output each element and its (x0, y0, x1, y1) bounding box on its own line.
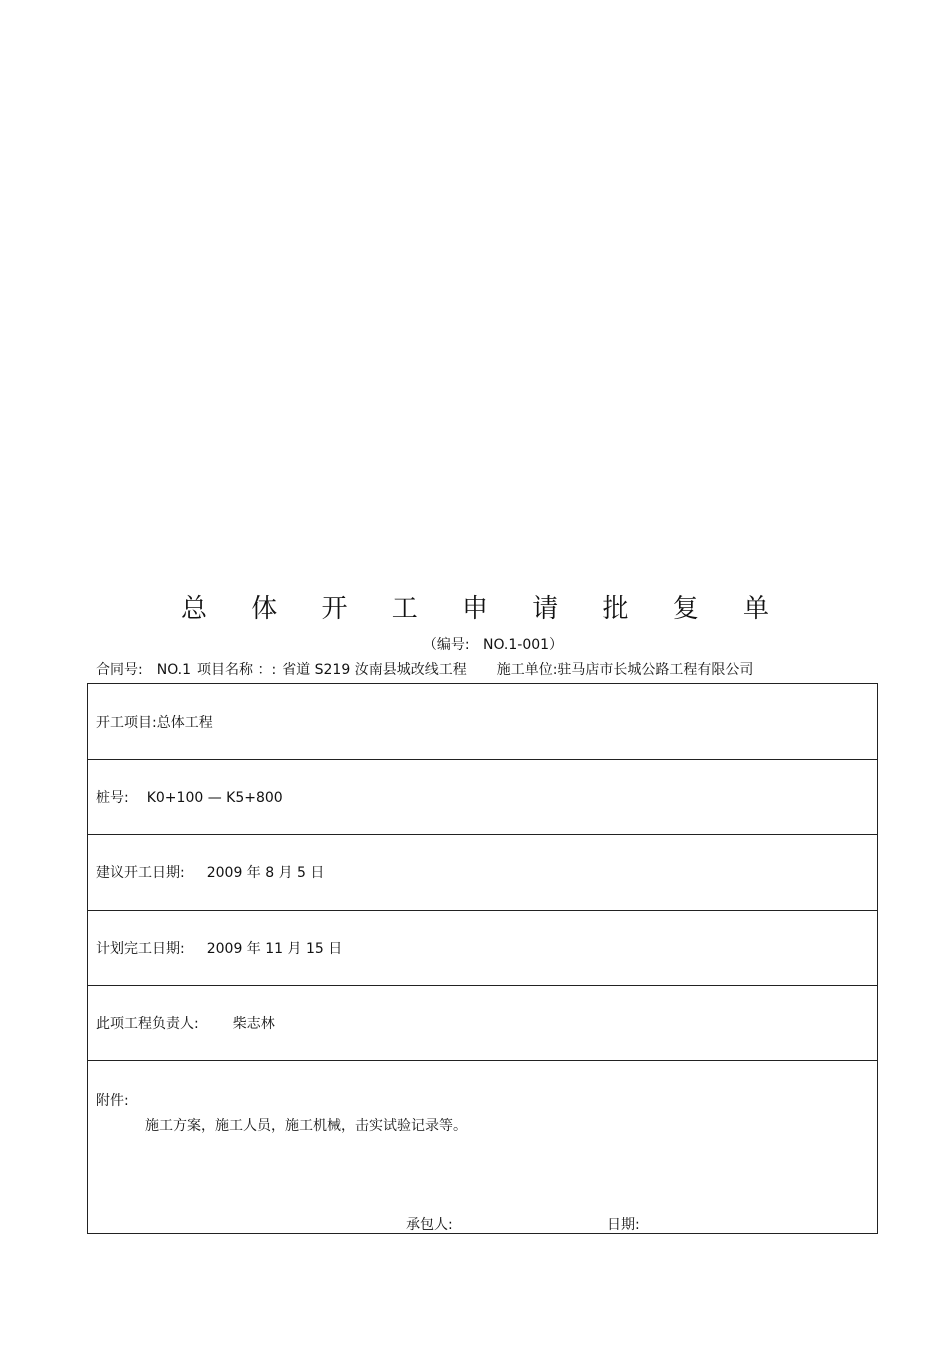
project-label: 项目名称 ：: (197, 662, 277, 678)
start-item-value: 总体工程 (156, 715, 213, 731)
proposed-start-label: 建议开工日期: (96, 865, 185, 881)
approval-form-table (87, 683, 878, 1234)
serial-number (0, 634, 950, 654)
row-attachment (88, 1060, 877, 1233)
responsible-label: 此项工程负责人: (96, 1016, 199, 1032)
row-responsible (88, 985, 877, 1061)
planned-finish-value: 2009 年 11 月 15 日 (206, 941, 343, 957)
row-station (88, 759, 877, 835)
station-value: K0+100 — K5+800 (146, 790, 283, 806)
unit-name: 驻马店市长城公路工程有限公司 (557, 662, 754, 678)
planned-finish-label: 计划完工日期: (96, 941, 185, 957)
unit-label: 施工单位: (496, 662, 558, 678)
responsible-value: 柴志林 (232, 1016, 275, 1032)
contract-label: 合同号: (96, 662, 143, 678)
date-label: 日期: (607, 1217, 640, 1233)
document-title: 总 体 开 工 申 请 批 复 单 (180, 594, 788, 624)
attachment-label: 附件: (96, 1093, 129, 1109)
attachment-body: 施工方案，施工人员，施工机械，击实试验记录等。 (145, 1118, 467, 1134)
start-item-label: 开工项目: (96, 715, 157, 731)
station-label: 桩号: (96, 790, 129, 806)
serial-label: （编号: (422, 637, 470, 653)
row-start-item (88, 684, 877, 760)
header-info-line (96, 659, 753, 679)
proposed-start-value: 2009 年 8 月 5 日 (206, 865, 325, 881)
serial-value: NO.1-001） (483, 637, 564, 653)
project-name: 省道 S219 汝南县城改线工程 (282, 662, 467, 678)
row-proposed-start (88, 834, 877, 911)
contractor-label: 承包人: (406, 1217, 453, 1233)
contract-number: NO.1 (156, 662, 192, 678)
row-planned-finish (88, 910, 877, 986)
